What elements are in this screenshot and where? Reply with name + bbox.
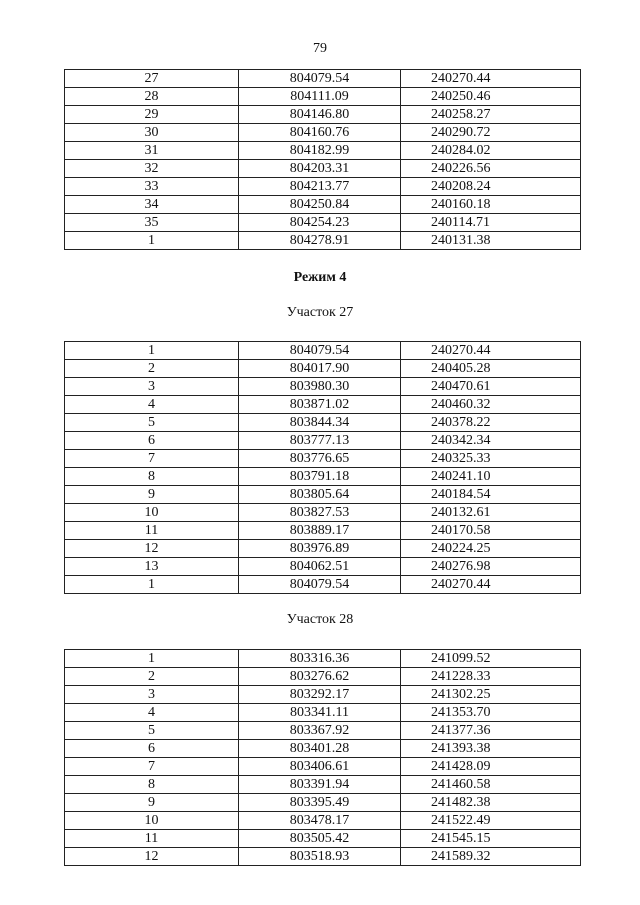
y-coordinate: 240226.56 [401,160,581,178]
table-row [65,88,581,106]
x-coordinate: 803367.92 [239,722,401,740]
y-coordinate: 240170.58 [401,522,581,540]
x-coordinate: 803341.11 [239,704,401,722]
y-coordinate: 240470.61 [401,378,581,396]
point-number: 35 [65,214,239,232]
coordinates-table-continued [64,69,581,250]
point-number: 1 [65,342,239,360]
y-coordinate: 240460.32 [401,396,581,414]
x-coordinate: 803777.13 [239,432,401,450]
y-coordinate: 241393.38 [401,740,581,758]
table-row [65,106,581,124]
x-coordinate: 803316.36 [239,650,401,668]
table-row [65,232,581,250]
y-coordinate: 240258.27 [401,106,581,124]
y-coordinate: 240114.71 [401,214,581,232]
x-coordinate: 803976.89 [239,540,401,558]
table-row [65,650,581,668]
table-row [65,758,581,776]
table-row [65,794,581,812]
x-coordinate: 803478.17 [239,812,401,830]
x-coordinate: 803827.53 [239,504,401,522]
point-number: 6 [65,432,239,450]
point-number: 31 [65,142,239,160]
point-number: 4 [65,704,239,722]
table-row [65,504,581,522]
y-coordinate: 240224.25 [401,540,581,558]
y-coordinate: 240276.98 [401,558,581,576]
y-coordinate: 241428.09 [401,758,581,776]
y-coordinate: 241302.25 [401,686,581,704]
x-coordinate: 804160.76 [239,124,401,142]
table-row [65,576,581,594]
point-number: 10 [65,812,239,830]
y-coordinate: 240290.72 [401,124,581,142]
point-number: 11 [65,522,239,540]
table-row [65,540,581,558]
point-number: 30 [65,124,239,142]
table-row [65,214,581,232]
x-coordinate: 803805.64 [239,486,401,504]
y-coordinate: 240270.44 [401,342,581,360]
x-coordinate: 803292.17 [239,686,401,704]
y-coordinate: 241589.32 [401,848,581,866]
x-coordinate: 804146.80 [239,106,401,124]
point-number: 7 [65,450,239,468]
point-number: 7 [65,758,239,776]
y-coordinate: 241099.52 [401,650,581,668]
table-row [65,522,581,540]
section-27-title: Участок 27 [286,305,354,320]
point-number: 11 [65,830,239,848]
point-number: 32 [65,160,239,178]
point-number: 10 [65,504,239,522]
y-coordinate: 240184.54 [401,486,581,504]
x-coordinate: 804079.54 [239,70,401,88]
point-number: 28 [65,88,239,106]
table-row [65,486,581,504]
x-coordinate: 804079.54 [239,576,401,594]
y-coordinate: 241377.36 [401,722,581,740]
table-row [65,142,581,160]
point-number: 3 [65,686,239,704]
y-coordinate: 240241.10 [401,468,581,486]
point-number: 6 [65,740,239,758]
table-row [65,378,581,396]
y-coordinate: 240270.44 [401,70,581,88]
x-coordinate: 804203.31 [239,160,401,178]
point-number: 1 [65,576,239,594]
point-number: 1 [65,650,239,668]
x-coordinate: 803980.30 [239,378,401,396]
x-coordinate: 804254.23 [239,214,401,232]
x-coordinate: 803871.02 [239,396,401,414]
table-row [65,178,581,196]
y-coordinate: 240270.44 [401,576,581,594]
x-coordinate: 804079.54 [239,342,401,360]
x-coordinate: 803518.93 [239,848,401,866]
x-coordinate: 804213.77 [239,178,401,196]
y-coordinate: 241482.38 [401,794,581,812]
y-coordinate: 240131.38 [401,232,581,250]
y-coordinate: 240208.24 [401,178,581,196]
coordinates-table-section-27 [64,341,581,594]
point-number: 8 [65,468,239,486]
y-coordinate: 240132.61 [401,504,581,522]
table-row [65,450,581,468]
table-row [65,360,581,378]
table-row [65,342,581,360]
table-row [65,722,581,740]
x-coordinate: 803391.94 [239,776,401,794]
x-coordinate: 804182.99 [239,142,401,160]
y-coordinate: 241545.15 [401,830,581,848]
table-row [65,812,581,830]
table-row [65,848,581,866]
x-coordinate: 803889.17 [239,522,401,540]
y-coordinate: 241522.49 [401,812,581,830]
x-coordinate: 803395.49 [239,794,401,812]
y-coordinate: 241460.58 [401,776,581,794]
y-coordinate: 240160.18 [401,196,581,214]
table-row [65,558,581,576]
table-row [65,668,581,686]
table-row [65,830,581,848]
table-row [65,468,581,486]
x-coordinate: 803505.42 [239,830,401,848]
y-coordinate: 240378.22 [401,414,581,432]
x-coordinate: 803776.65 [239,450,401,468]
point-number: 34 [65,196,239,214]
x-coordinate: 803401.28 [239,740,401,758]
point-number: 33 [65,178,239,196]
y-coordinate: 240325.33 [401,450,581,468]
table-row [65,432,581,450]
y-coordinate: 240342.34 [401,432,581,450]
point-number: 27 [65,70,239,88]
point-number: 2 [65,360,239,378]
y-coordinate: 241353.70 [401,704,581,722]
y-coordinate: 240250.46 [401,88,581,106]
x-coordinate: 803844.34 [239,414,401,432]
table-row [65,70,581,88]
point-number: 13 [65,558,239,576]
table-row [65,414,581,432]
point-number: 12 [65,540,239,558]
coordinates-table-section-28 [64,649,581,866]
table-row [65,160,581,178]
point-number: 8 [65,776,239,794]
x-coordinate: 803791.18 [239,468,401,486]
x-coordinate: 804062.51 [239,558,401,576]
section-28-title: Участок 28 [286,612,354,627]
table-row [65,686,581,704]
table-row [65,396,581,414]
point-number: 4 [65,396,239,414]
page-number: 79 [313,41,327,56]
table-row [65,196,581,214]
point-number: 29 [65,106,239,124]
point-number: 5 [65,722,239,740]
table-row [65,740,581,758]
mode-heading: Режим 4 [293,270,347,285]
point-number: 2 [65,668,239,686]
x-coordinate: 803276.62 [239,668,401,686]
y-coordinate: 241228.33 [401,668,581,686]
point-number: 3 [65,378,239,396]
point-number: 1 [65,232,239,250]
x-coordinate: 803406.61 [239,758,401,776]
y-coordinate: 240284.02 [401,142,581,160]
table-row [65,776,581,794]
point-number: 12 [65,848,239,866]
point-number: 5 [65,414,239,432]
x-coordinate: 804278.91 [239,232,401,250]
y-coordinate: 240405.28 [401,360,581,378]
x-coordinate: 804111.09 [239,88,401,106]
table-row [65,124,581,142]
x-coordinate: 804017.90 [239,360,401,378]
point-number: 9 [65,486,239,504]
table-row [65,704,581,722]
point-number: 9 [65,794,239,812]
x-coordinate: 804250.84 [239,196,401,214]
